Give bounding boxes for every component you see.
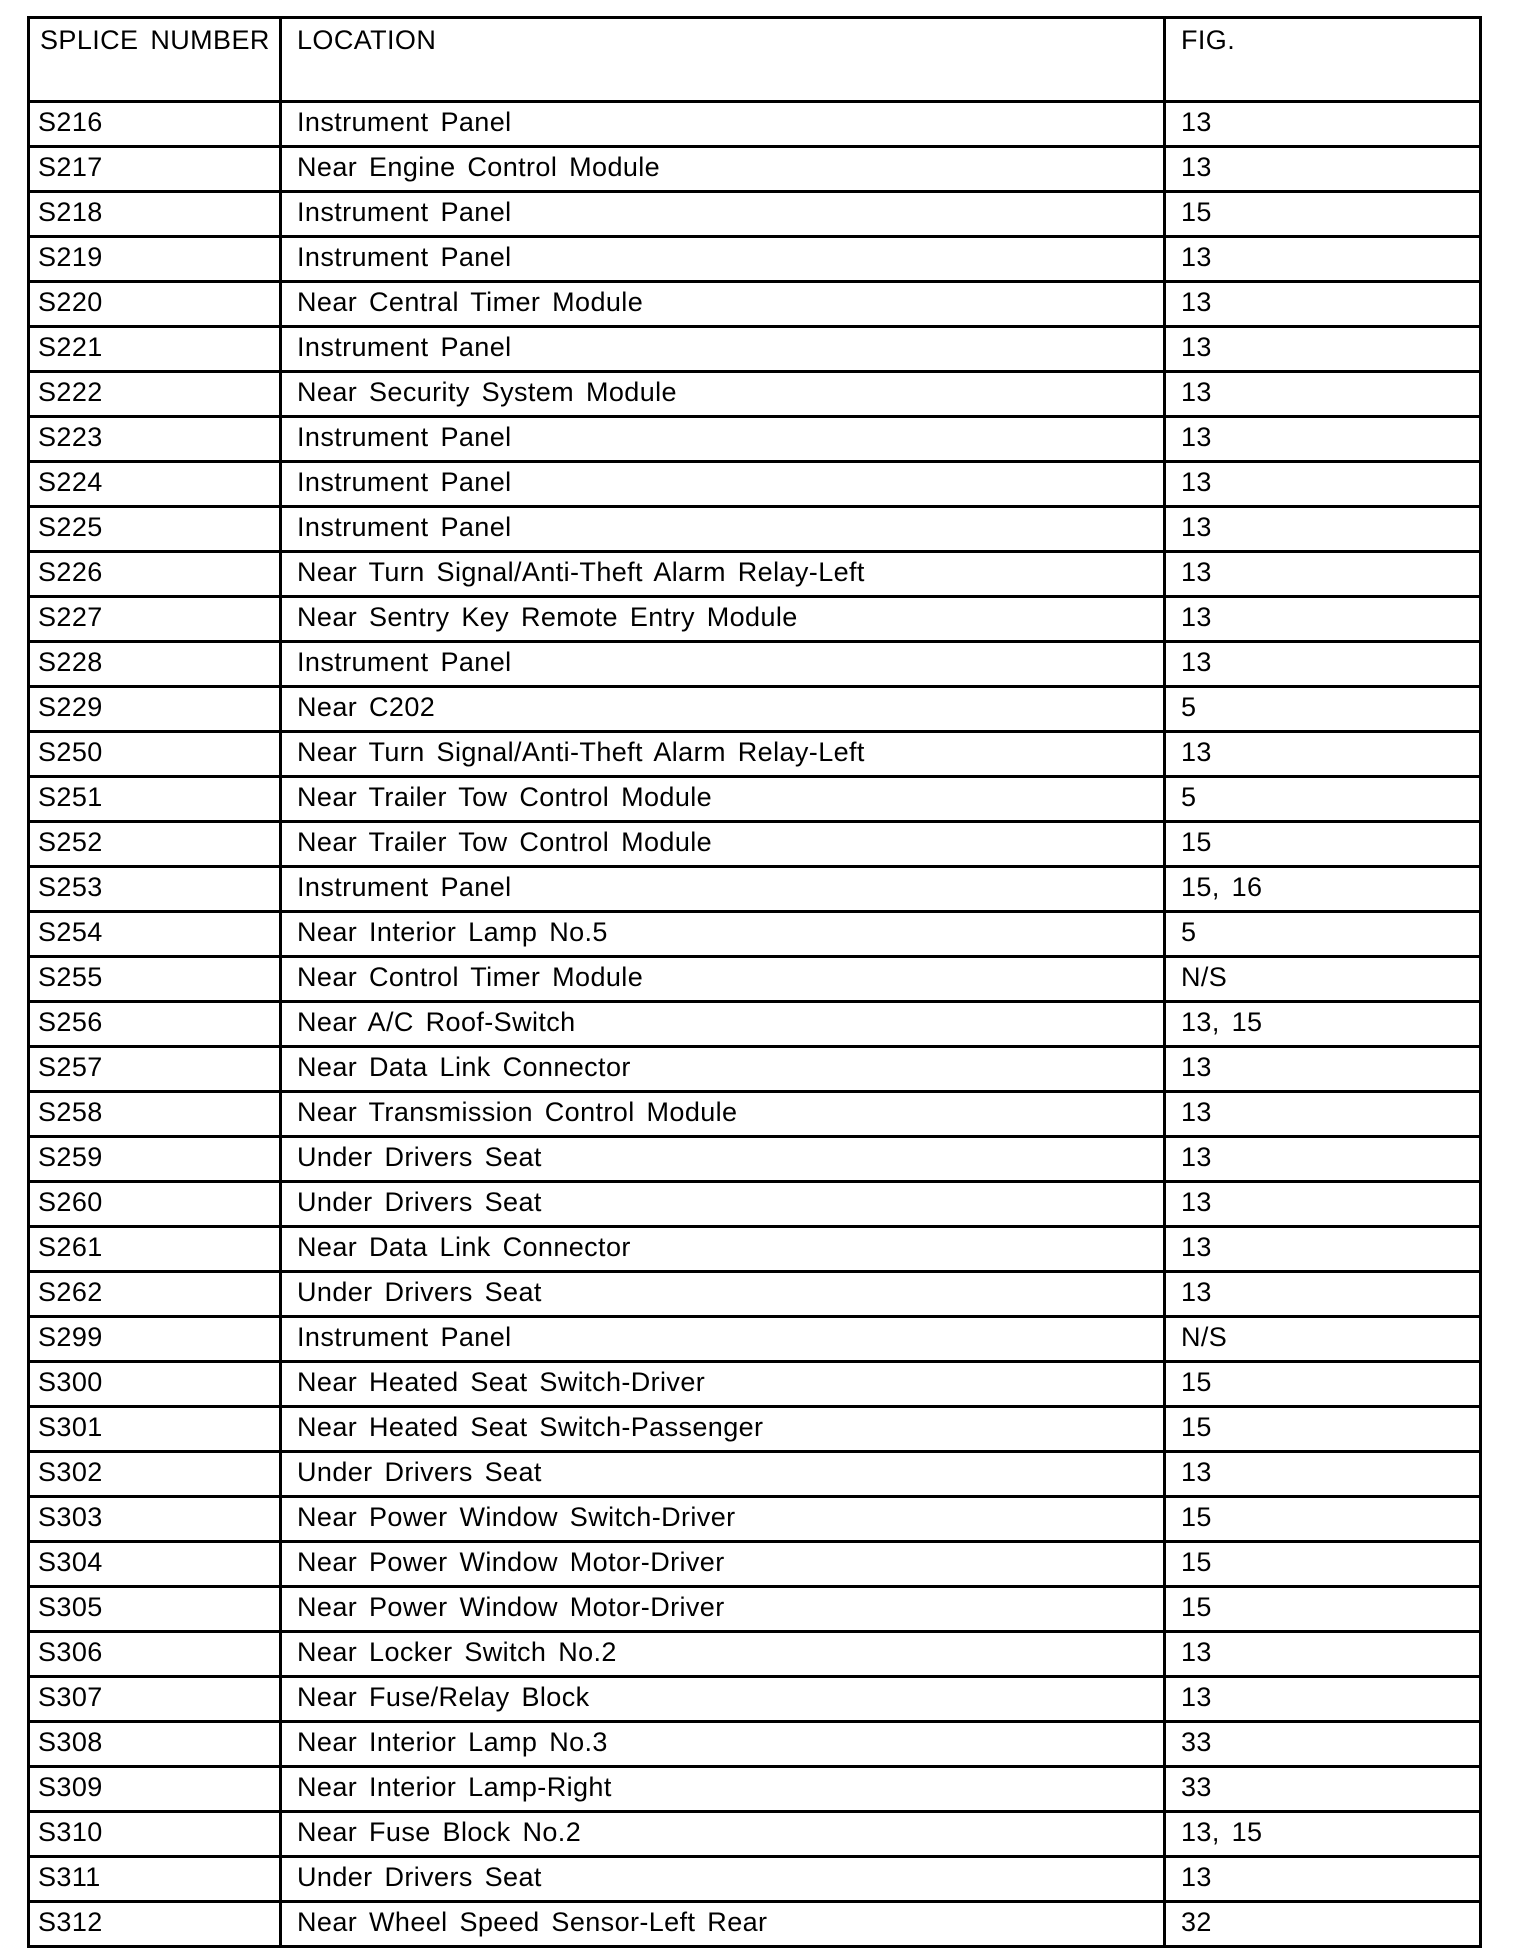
splice-location-table bbox=[27, 16, 1482, 1948]
fig-cell: 15 bbox=[1165, 192, 1481, 237]
fig-cell: 33 bbox=[1165, 1767, 1481, 1812]
fig-cell: 5 bbox=[1165, 687, 1481, 732]
splice-number-cell: S304 bbox=[29, 1542, 281, 1587]
location-cell: Near Data Link Connector bbox=[281, 1227, 1165, 1272]
fig-cell: 13 bbox=[1165, 1677, 1481, 1722]
location-cell: Under Drivers Seat bbox=[281, 1182, 1165, 1227]
fig-cell: 13 bbox=[1165, 1227, 1481, 1272]
table-row bbox=[29, 327, 1481, 372]
location-cell: Near Data Link Connector bbox=[281, 1047, 1165, 1092]
location-cell: Near Interior Lamp-Right bbox=[281, 1767, 1165, 1812]
table-row bbox=[29, 552, 1481, 597]
table-row bbox=[29, 372, 1481, 417]
fig-cell: 15, 16 bbox=[1165, 867, 1481, 912]
table-row bbox=[29, 1812, 1481, 1857]
splice-number-cell: S260 bbox=[29, 1182, 281, 1227]
splice-number-cell: S303 bbox=[29, 1497, 281, 1542]
location-cell: Under Drivers Seat bbox=[281, 1857, 1165, 1902]
splice-number-cell: S227 bbox=[29, 597, 281, 642]
header-location: LOCATION bbox=[281, 18, 1165, 102]
fig-cell: 15 bbox=[1165, 1542, 1481, 1587]
fig-cell: 15 bbox=[1165, 1407, 1481, 1452]
splice-number-cell: S299 bbox=[29, 1317, 281, 1362]
table-row bbox=[29, 1497, 1481, 1542]
table-row bbox=[29, 1632, 1481, 1677]
table-row bbox=[29, 867, 1481, 912]
location-cell: Near Engine Control Module bbox=[281, 147, 1165, 192]
splice-number-cell: S251 bbox=[29, 777, 281, 822]
location-cell: Instrument Panel bbox=[281, 867, 1165, 912]
splice-number-cell: S221 bbox=[29, 327, 281, 372]
location-cell: Under Drivers Seat bbox=[281, 1137, 1165, 1182]
table-row bbox=[29, 1587, 1481, 1632]
fig-cell: 13 bbox=[1165, 1857, 1481, 1902]
table-row bbox=[29, 1272, 1481, 1317]
fig-cell: 13 bbox=[1165, 642, 1481, 687]
splice-number-cell: S218 bbox=[29, 192, 281, 237]
location-cell: Near Heated Seat Switch-Driver bbox=[281, 1362, 1165, 1407]
location-cell: Instrument Panel bbox=[281, 642, 1165, 687]
splice-number-cell: S217 bbox=[29, 147, 281, 192]
location-cell: Instrument Panel bbox=[281, 462, 1165, 507]
fig-cell: 5 bbox=[1165, 777, 1481, 822]
fig-cell: 15 bbox=[1165, 1497, 1481, 1542]
table-row bbox=[29, 687, 1481, 732]
location-cell: Near Turn Signal/Anti-Theft Alarm Relay-Left bbox=[281, 552, 1165, 597]
table-row bbox=[29, 642, 1481, 687]
splice-number-cell: S257 bbox=[29, 1047, 281, 1092]
fig-cell: 13, 15 bbox=[1165, 1812, 1481, 1857]
splice-number-cell: S309 bbox=[29, 1767, 281, 1812]
location-cell: Instrument Panel bbox=[281, 192, 1165, 237]
table-row bbox=[29, 957, 1481, 1002]
table-row bbox=[29, 1227, 1481, 1272]
splice-number-cell: S311 bbox=[29, 1857, 281, 1902]
location-cell: Near Security System Module bbox=[281, 372, 1165, 417]
fig-cell: N/S bbox=[1165, 957, 1481, 1002]
splice-number-cell: S255 bbox=[29, 957, 281, 1002]
location-cell: Near Locker Switch No.2 bbox=[281, 1632, 1165, 1677]
fig-cell: 15 bbox=[1165, 1587, 1481, 1632]
fig-cell: 13 bbox=[1165, 1272, 1481, 1317]
table-row bbox=[29, 732, 1481, 777]
fig-cell: 13 bbox=[1165, 597, 1481, 642]
table-row bbox=[29, 1407, 1481, 1452]
header-row bbox=[29, 18, 1481, 102]
splice-number-cell: S259 bbox=[29, 1137, 281, 1182]
location-cell: Near Fuse Block No.2 bbox=[281, 1812, 1165, 1857]
table-row bbox=[29, 462, 1481, 507]
splice-number-cell: S222 bbox=[29, 372, 281, 417]
splice-number-cell: S262 bbox=[29, 1272, 281, 1317]
table-row bbox=[29, 507, 1481, 552]
table-row bbox=[29, 1182, 1481, 1227]
splice-number-cell: S220 bbox=[29, 282, 281, 327]
location-cell: Near Wheel Speed Sensor-Left Rear bbox=[281, 1902, 1165, 1947]
fig-cell: 13 bbox=[1165, 1047, 1481, 1092]
splice-number-cell: S223 bbox=[29, 417, 281, 462]
header-fig: FIG. bbox=[1165, 18, 1481, 102]
splice-number-cell: S258 bbox=[29, 1092, 281, 1137]
fig-cell: 32 bbox=[1165, 1902, 1481, 1947]
table-row bbox=[29, 237, 1481, 282]
fig-cell: N/S bbox=[1165, 1317, 1481, 1362]
table-row bbox=[29, 1857, 1481, 1902]
splice-number-cell: S254 bbox=[29, 912, 281, 957]
splice-number-cell: S229 bbox=[29, 687, 281, 732]
location-cell: Instrument Panel bbox=[281, 102, 1165, 147]
location-cell: Instrument Panel bbox=[281, 1317, 1165, 1362]
table-row bbox=[29, 1047, 1481, 1092]
location-cell: Near Trailer Tow Control Module bbox=[281, 777, 1165, 822]
location-cell: Near Central Timer Module bbox=[281, 282, 1165, 327]
fig-cell: 13 bbox=[1165, 1182, 1481, 1227]
splice-number-cell: S308 bbox=[29, 1722, 281, 1767]
table-row bbox=[29, 282, 1481, 327]
table-row bbox=[29, 777, 1481, 822]
table-row bbox=[29, 102, 1481, 147]
splice-number-cell: S228 bbox=[29, 642, 281, 687]
table-row bbox=[29, 1677, 1481, 1722]
table-row bbox=[29, 1902, 1481, 1947]
splice-number-cell: S219 bbox=[29, 237, 281, 282]
location-cell: Near Power Window Switch-Driver bbox=[281, 1497, 1165, 1542]
splice-number-cell: S307 bbox=[29, 1677, 281, 1722]
fig-cell: 13 bbox=[1165, 147, 1481, 192]
fig-cell: 13 bbox=[1165, 552, 1481, 597]
table-row bbox=[29, 822, 1481, 867]
fig-cell: 13 bbox=[1165, 507, 1481, 552]
table-row bbox=[29, 1722, 1481, 1767]
splice-number-cell: S312 bbox=[29, 1902, 281, 1947]
table-row bbox=[29, 192, 1481, 237]
fig-cell: 5 bbox=[1165, 912, 1481, 957]
fig-cell: 13 bbox=[1165, 732, 1481, 777]
location-cell: Near A/C Roof-Switch bbox=[281, 1002, 1165, 1047]
table-row bbox=[29, 1767, 1481, 1812]
fig-cell: 15 bbox=[1165, 1362, 1481, 1407]
fig-cell: 13 bbox=[1165, 102, 1481, 147]
fig-cell: 13 bbox=[1165, 1452, 1481, 1497]
location-cell: Near Transmission Control Module bbox=[281, 1092, 1165, 1137]
table-row bbox=[29, 1542, 1481, 1587]
fig-cell: 13 bbox=[1165, 237, 1481, 282]
fig-cell: 13 bbox=[1165, 1137, 1481, 1182]
fig-cell: 33 bbox=[1165, 1722, 1481, 1767]
fig-cell: 15 bbox=[1165, 822, 1481, 867]
splice-number-cell: S250 bbox=[29, 732, 281, 777]
location-cell: Near Control Timer Module bbox=[281, 957, 1165, 1002]
splice-number-cell: S224 bbox=[29, 462, 281, 507]
splice-number-cell: S225 bbox=[29, 507, 281, 552]
fig-cell: 13 bbox=[1165, 417, 1481, 462]
location-cell: Instrument Panel bbox=[281, 417, 1165, 462]
table-row bbox=[29, 1452, 1481, 1497]
fig-cell: 13 bbox=[1165, 327, 1481, 372]
location-cell: Near C202 bbox=[281, 687, 1165, 732]
fig-cell: 13 bbox=[1165, 1632, 1481, 1677]
location-cell: Under Drivers Seat bbox=[281, 1272, 1165, 1317]
fig-cell: 13 bbox=[1165, 1092, 1481, 1137]
location-cell: Instrument Panel bbox=[281, 237, 1165, 282]
splice-number-cell: S256 bbox=[29, 1002, 281, 1047]
splice-number-cell: S300 bbox=[29, 1362, 281, 1407]
splice-number-cell: S226 bbox=[29, 552, 281, 597]
splice-number-cell: S253 bbox=[29, 867, 281, 912]
location-cell: Near Power Window Motor-Driver bbox=[281, 1587, 1165, 1632]
location-cell: Near Power Window Motor-Driver bbox=[281, 1542, 1165, 1587]
location-cell: Near Heated Seat Switch-Passenger bbox=[281, 1407, 1165, 1452]
fig-cell: 13 bbox=[1165, 462, 1481, 507]
location-cell: Near Interior Lamp No.3 bbox=[281, 1722, 1165, 1767]
location-cell: Near Sentry Key Remote Entry Module bbox=[281, 597, 1165, 642]
location-cell: Instrument Panel bbox=[281, 507, 1165, 552]
location-cell: Under Drivers Seat bbox=[281, 1452, 1165, 1497]
table-row bbox=[29, 147, 1481, 192]
splice-number-cell: S302 bbox=[29, 1452, 281, 1497]
splice-number-cell: S252 bbox=[29, 822, 281, 867]
splice-number-cell: S301 bbox=[29, 1407, 281, 1452]
header-splice-number: SPLICE NUMBER bbox=[29, 18, 281, 102]
table-row bbox=[29, 417, 1481, 462]
fig-cell: 13 bbox=[1165, 282, 1481, 327]
table-row bbox=[29, 1137, 1481, 1182]
location-cell: Instrument Panel bbox=[281, 327, 1165, 372]
location-cell: Near Trailer Tow Control Module bbox=[281, 822, 1165, 867]
table-body bbox=[29, 102, 1481, 1947]
splice-number-cell: S305 bbox=[29, 1587, 281, 1632]
table-row bbox=[29, 1002, 1481, 1047]
fig-cell: 13 bbox=[1165, 372, 1481, 417]
location-cell: Near Interior Lamp No.5 bbox=[281, 912, 1165, 957]
location-cell: Near Turn Signal/Anti-Theft Alarm Relay-Left bbox=[281, 732, 1165, 777]
table-row bbox=[29, 1092, 1481, 1137]
table-row bbox=[29, 1362, 1481, 1407]
table-row bbox=[29, 912, 1481, 957]
table-row bbox=[29, 597, 1481, 642]
splice-number-cell: S216 bbox=[29, 102, 281, 147]
location-cell: Near Fuse/Relay Block bbox=[281, 1677, 1165, 1722]
splice-number-cell: S310 bbox=[29, 1812, 281, 1857]
splice-number-cell: S261 bbox=[29, 1227, 281, 1272]
table-row bbox=[29, 1317, 1481, 1362]
splice-number-cell: S306 bbox=[29, 1632, 281, 1677]
fig-cell: 13, 15 bbox=[1165, 1002, 1481, 1047]
